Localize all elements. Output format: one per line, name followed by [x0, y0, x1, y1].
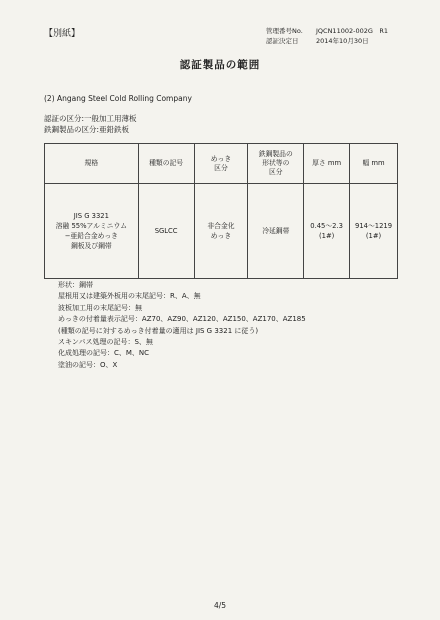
note-oiling: 塗油の記号：O、X	[58, 360, 118, 369]
table-row	[45, 184, 398, 279]
mgmt-number-value: JQCN11002-002G R1	[316, 27, 389, 35]
cell-standard: JIS G 3321 溶融 55%アルミニウム −亜鉛合金めっき 鋼板及び鋼帯	[45, 184, 139, 279]
mgmt-number-label: 管理番号No.	[266, 27, 303, 35]
col-header-shape: 鉄鋼製品の 形状等の 区分	[248, 144, 304, 184]
page-number: 4/5	[213, 601, 227, 610]
cell-thickness: 0.45～2.3 (1#)	[304, 184, 350, 279]
classification-block	[44, 113, 137, 135]
col-header-width: 幅 mm	[350, 144, 398, 184]
note-corrugated-suffix: 波板加工用の末尾記号：無	[58, 303, 142, 312]
note-chemical-treatment: 化成処理の記号：C、M、NC	[58, 349, 150, 358]
company-name: (2) Angang Steel Cold Rolling Company	[44, 94, 192, 103]
cert-class: 認証の区分:一般加工用薄板	[44, 114, 137, 123]
note-shape: 形状：鋼帯	[58, 281, 93, 289]
note-coating-mass: めっきの付着量表示記号：AZ70、AZ90、AZ120、AZ150、AZ170、AZ185	[58, 315, 306, 324]
page-title: 認証製品の範囲	[179, 59, 261, 71]
steel-class: 鉄鋼製品の区分:亜鉛鉄板	[44, 125, 130, 134]
cell-symbol: SGLCC	[138, 184, 194, 279]
decision-date-label: 認証決定日	[266, 37, 299, 45]
note-skin-pass: スキンパス処理の記号：S、無	[58, 338, 153, 347]
col-header-thickness: 厚さ mm	[304, 144, 350, 184]
cell-width: 914～1219 (1#)	[350, 184, 398, 279]
col-header-standard: 規格	[45, 144, 139, 184]
col-header-plating: めっき 区分	[194, 144, 248, 184]
notes-list	[58, 280, 306, 371]
table-header-row	[45, 144, 398, 184]
cell-shape: 冷延鋼帯	[248, 184, 304, 279]
attachment-tag: 【別紙】	[44, 29, 81, 39]
document-meta	[266, 26, 388, 46]
product-scope-table	[44, 143, 398, 279]
decision-date-value: 2014年10月30日	[316, 37, 369, 45]
note-roof-suffix: 屋根用又は建築外板用の末尾記号：R、A、無	[58, 292, 201, 301]
note-coating-application: (種類の記号に対するめっき付着量の適用は JIS G 3321 に従う)	[58, 326, 259, 335]
col-header-symbol: 種類の記号	[138, 144, 194, 184]
cell-plating: 非合金化 めっき	[194, 184, 248, 279]
